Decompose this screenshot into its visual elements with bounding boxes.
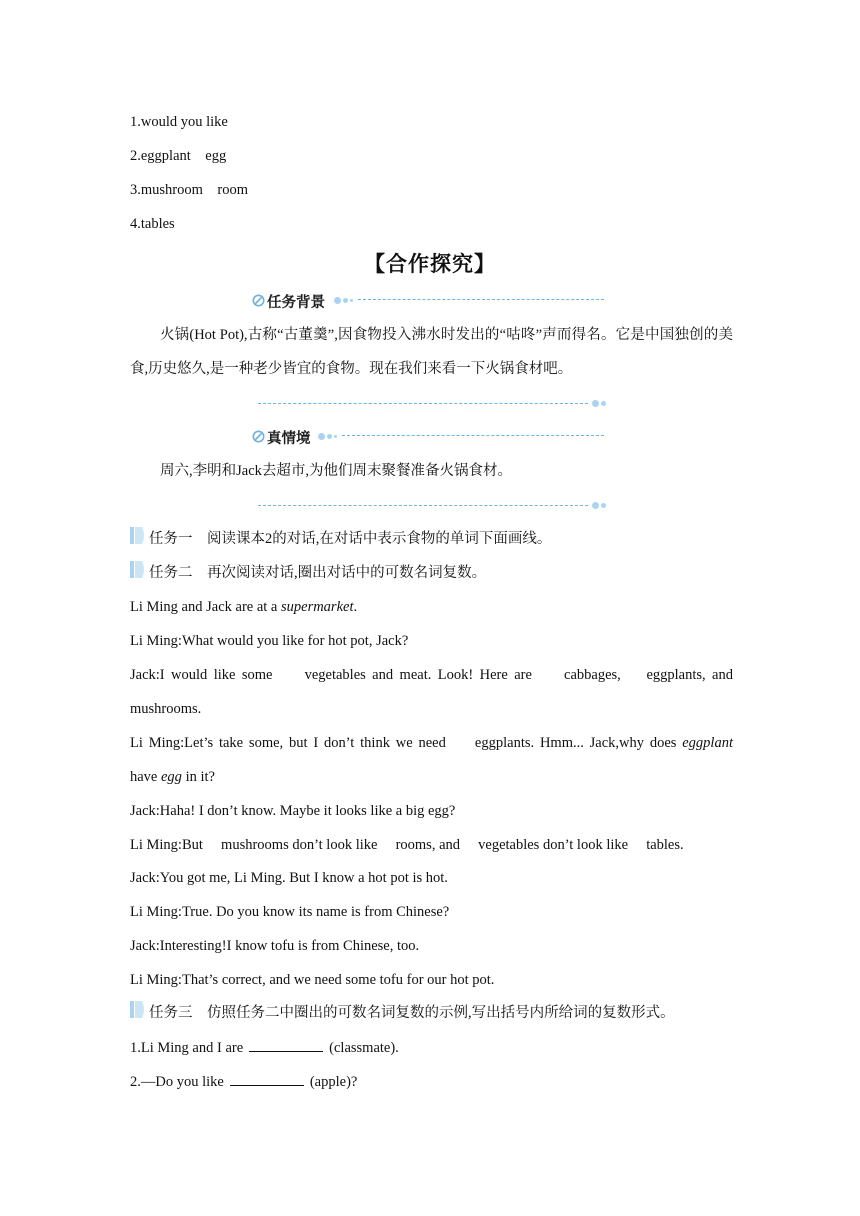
dialogue-line: Li Ming:Let’s take some, but I don’t think we need eggplants. Hmm... Jack,why does eggplant xyxy=(130,735,733,751)
answer-line: 3.mushroom room xyxy=(130,182,249,198)
banner-background-header xyxy=(252,292,610,310)
dot-decoration xyxy=(592,400,599,407)
answer-blank[interactable] xyxy=(249,1037,323,1052)
dot-decoration xyxy=(327,434,332,439)
exercise-item: 2.—Do you like (apple)? xyxy=(130,1071,733,1092)
banner-scene-footer xyxy=(252,500,610,512)
task-three: 任务三 仿照任务二中圈出的可数名词复数的示例,写出括号内所给词的复数形式。 xyxy=(149,1005,675,1021)
dot-decoration xyxy=(334,297,341,304)
task-marker-icon xyxy=(130,1001,146,1018)
banner-background-footer xyxy=(252,398,610,410)
answer-line: 1.would you like xyxy=(130,114,228,130)
dot-decoration xyxy=(343,298,348,303)
banner-scene-header xyxy=(252,428,610,446)
banner-label: 任务背景 xyxy=(267,295,325,311)
dot-decoration xyxy=(601,401,606,406)
dialogue-line: Jack:I would like some vegetables and meat. Look! Here are cabbages, eggplants, and xyxy=(130,667,733,683)
banner-label: 真情境 xyxy=(267,431,311,447)
answer-blank[interactable] xyxy=(230,1071,304,1086)
dashed-rule xyxy=(342,435,604,436)
dashed-rule xyxy=(258,505,588,506)
pencil-icon xyxy=(252,294,265,307)
dialogue-line: Jack:Haha! I don’t know. Maybe it looks like a big egg? xyxy=(130,803,456,819)
dialogue-line: Jack:Interesting!I know tofu is from Chinese, too. xyxy=(130,938,420,954)
dialogue-line: have egg in it? xyxy=(130,769,215,785)
background-paragraph: 火锅(Hot Pot),古称“古董羹”,因食物投入沸水时发出的“咕咚”声而得名。它是中国独创的美食,历史悠久,是一种老少皆宜的食物。现在我们来看一下火锅食材吧。 xyxy=(130,327,733,377)
pencil-icon xyxy=(252,430,265,443)
dialogue-line: Li Ming:But mushrooms don’t look like rooms, and vegetables don’t look like tables. xyxy=(130,837,684,853)
dialogue-line: Jack:You got me, Li Ming. But I know a hot pot is hot. xyxy=(130,870,448,886)
dot-decoration xyxy=(592,502,599,509)
answer-line: 4.tables xyxy=(130,216,175,232)
dialogue-line: Li Ming:True. Do you know its name is from Chinese? xyxy=(130,904,450,920)
exercise-item: 1.Li Ming and I are (classmate). xyxy=(130,1037,733,1058)
task-one: 任务一 阅读课本2的对话,在对话中表示食物的单词下面画线。 xyxy=(149,531,552,547)
dialogue-line: Li Ming:What would you like for hot pot, Jack? xyxy=(130,633,409,649)
task-marker-icon xyxy=(130,527,146,544)
dialogue-intro: Li Ming and Jack are at a supermarket. xyxy=(130,599,358,615)
dialogue-line: Li Ming:That’s correct, and we need some tofu for our hot pot. xyxy=(130,972,495,988)
dot-decoration xyxy=(601,503,606,508)
answer-line: 2.eggplant egg xyxy=(130,148,227,164)
dot-decoration xyxy=(318,433,325,440)
dot-decoration xyxy=(334,435,337,438)
dashed-rule xyxy=(358,299,604,300)
dialogue-line: mushrooms. xyxy=(130,701,202,717)
dashed-rule xyxy=(258,403,588,404)
task-marker-icon xyxy=(130,561,146,578)
scene-paragraph: 周六,李明和Jack去超市,为他们周末聚餐准备火锅食材。 xyxy=(160,463,513,479)
section-title: 【合作探究】 xyxy=(364,252,496,276)
task-two: 任务二 再次阅读对话,圈出对话中的可数名词复数。 xyxy=(149,565,487,581)
dot-decoration xyxy=(350,299,353,302)
